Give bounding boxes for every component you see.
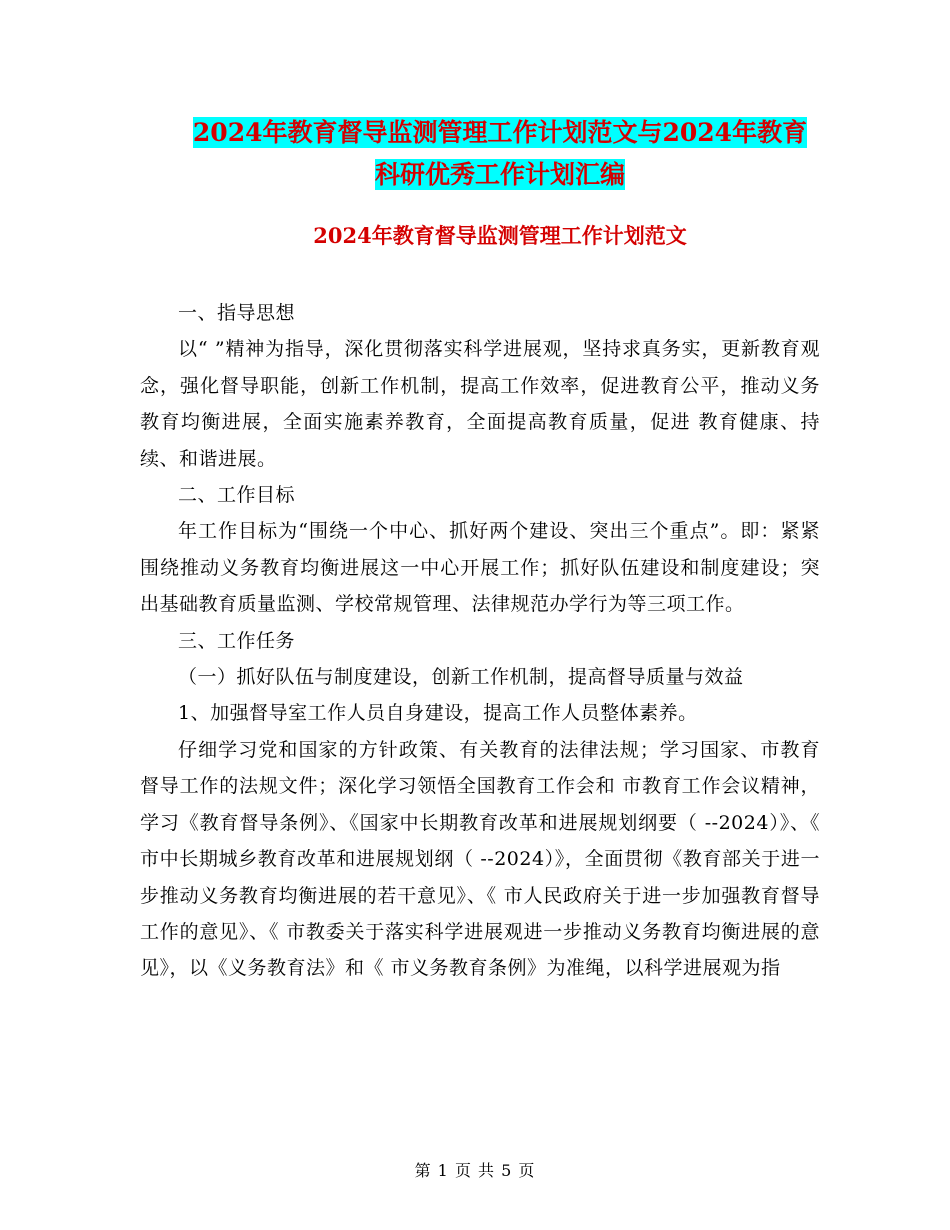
paragraph: 年工作目标为“围绕一个中心、抓好两个建设、突出三个重点”。即：紧紧围绕推动义务教育均衡进展这一中心开展工作；抓好队伍建设和制度建设；突出基础教育质量监测、学校常规管理、法律规范办学行为等三项工作。 [140,520,820,616]
section-title: 2024年教育督导监测管理工作计划范文 [313,223,687,248]
title-line-1: 2024年教育督导监测管理工作计划范文与2024年教育 [192,118,808,147]
document-body [140,295,820,987]
title-line-2: 科研优秀工作计划汇编 [374,160,625,189]
paragraph: 1、加强督导室工作人员自身建设，提高工作人员整体素养。 [178,702,698,725]
heading-work-goals: 二、工作目标 [178,484,296,507]
paragraph: （一）抓好队伍与制度建设，创新工作机制，提高督导质量与效益 [178,666,744,689]
document-title [100,112,900,196]
page-number: 第 1 页 共 5 页 [414,1161,536,1180]
heading-work-tasks: 三、工作任务 [178,629,296,652]
paragraph: 仔细学习党和国家的方针政策、有关教育的法律法规；学习国家、市教育督导工作的法规文件；深化学习领悟全国教育工作会和 市教育工作会议精神，学习《教育督导条例》、《国家中长期教育改革和进展规划纲要（ --2024）》、《 市中长期城乡教育改革和进展规划纲（ --2024）》，全面贯彻《教育部关于进一步推动义务教育均衡进展的若干意见》、《 市人民政府关于进一步加强教育督导工作的意见》、《 市教委关于落实科学进展观进一步推动义务教育均衡进展的意见》，以《义务教育法》和《 市义务教育条例》为准绳，以科学进展观为指 [140,738,820,980]
paragraph: 以“ ”精神为指导，深化贯彻落实科学进展观，坚持求真务实，更新教育观念，强化督导职能，创新工作机制，提高工作效率，促进教育公平，推动义务教育均衡进展，全面实施素养教育，全面提高教育质量，促进 教育健康、持续、和谐进展。 [140,338,820,470]
heading-guiding-ideology: 一、指导思想 [178,302,296,324]
